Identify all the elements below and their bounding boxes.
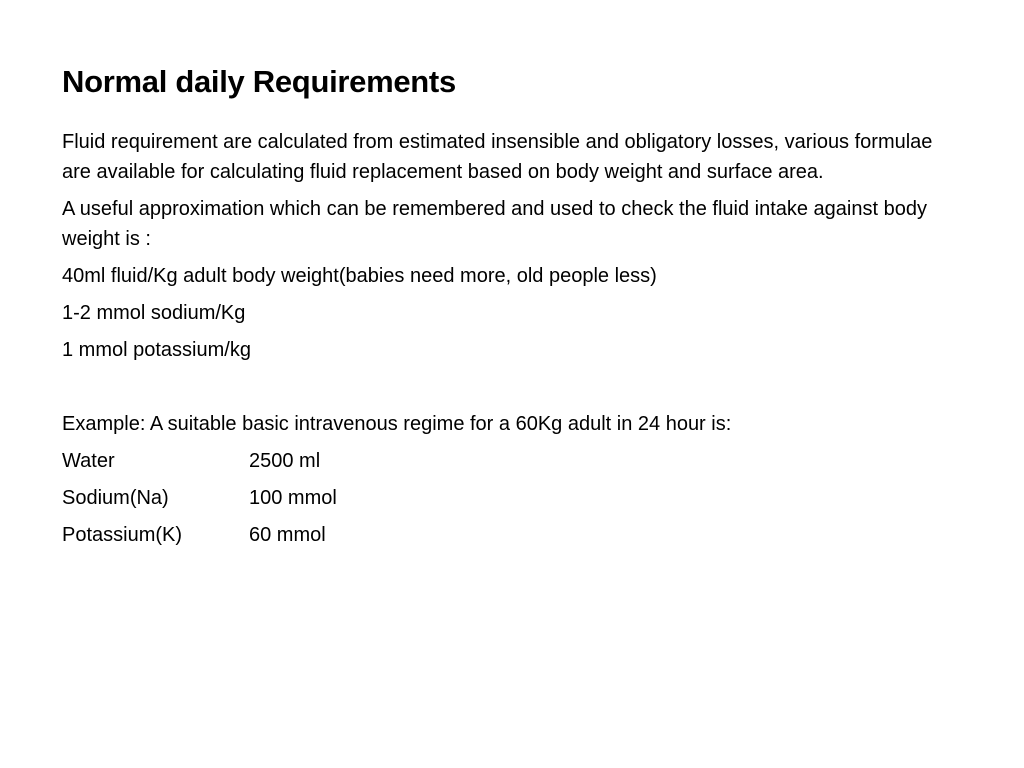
paragraph-example: Example: A suitable basic intravenous regime for a 60Kg adult in 24 hour is: xyxy=(62,413,732,435)
slide-body xyxy=(62,127,962,557)
paragraph-fluid-requirement: Fluid requirement are calculated from estimated insensible and obligatory losses, various formulae are available for calculating fluid replacement based on body weight and surface area. xyxy=(62,131,933,183)
blank-line xyxy=(62,372,962,409)
regime-label: Water xyxy=(62,450,115,472)
slide-title: Normal daily Requirements xyxy=(62,64,456,99)
paragraph-fluid-per-kg: 40ml fluid/Kg adult body weight(babies need more, old people less) xyxy=(62,265,657,287)
paragraph-sodium-per-kg: 1-2 mmol sodium/Kg xyxy=(62,302,246,324)
regime-row-potassium xyxy=(62,520,962,550)
regime-row-water xyxy=(62,446,962,476)
paragraph-approximation: A useful approximation which can be remembered and used to check the fluid intake against body weight is : xyxy=(62,198,927,250)
regime-label: Sodium(Na) xyxy=(62,487,169,509)
paragraph-potassium-per-kg: 1 mmol potassium/kg xyxy=(62,339,251,361)
regime-value: 100 mmol xyxy=(249,487,337,509)
regime-value: 60 mmol xyxy=(249,524,326,546)
regime-label: Potassium(K) xyxy=(62,524,183,546)
regime-row-sodium xyxy=(62,483,962,513)
regime-value: 2500 ml xyxy=(249,450,321,472)
